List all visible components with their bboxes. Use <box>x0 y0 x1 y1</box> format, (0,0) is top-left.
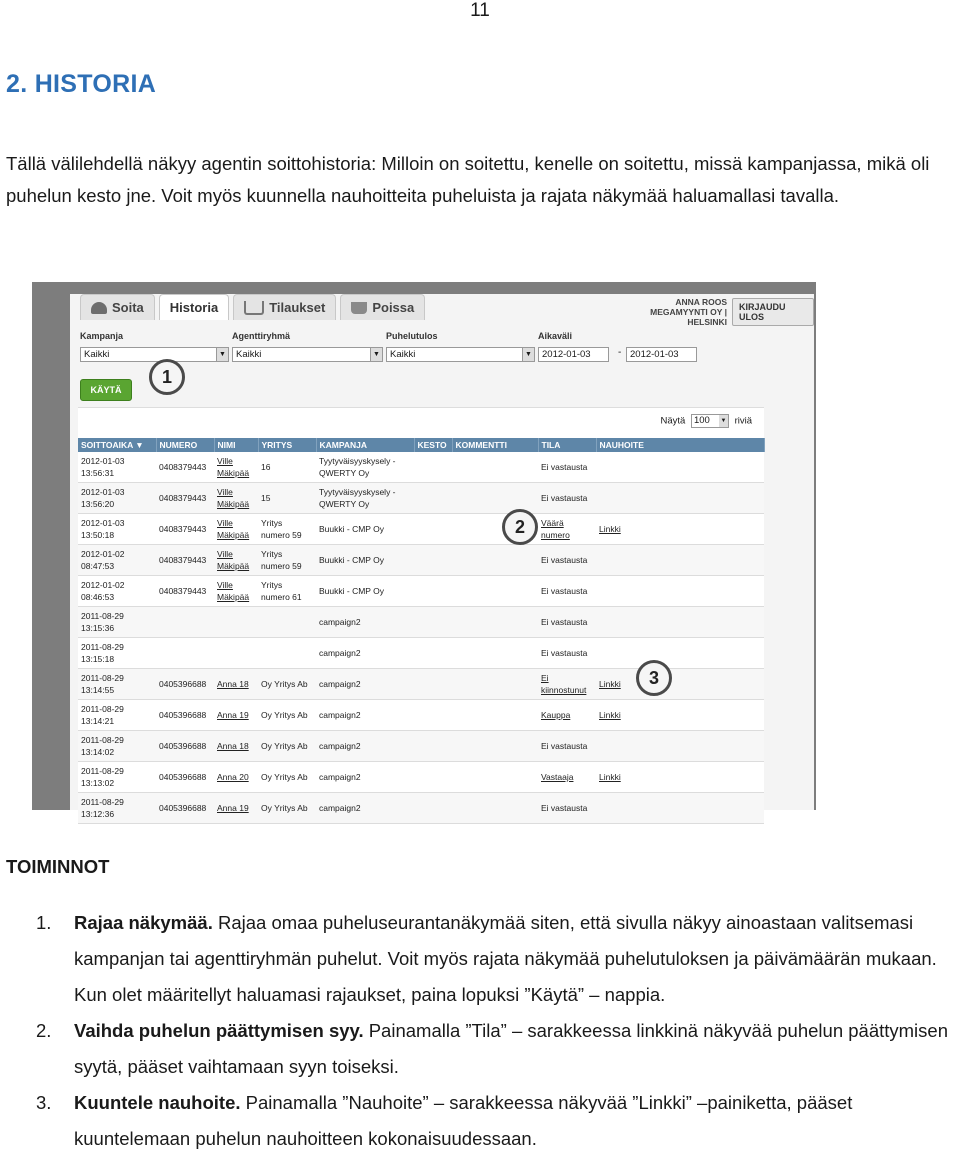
column-header[interactable]: NUMERO <box>156 438 214 452</box>
table-cell: Tyytyväisyyskysely - QWERTY Oy <box>316 483 414 514</box>
table-row <box>78 607 764 638</box>
table-cell[interactable]: Anna 19 <box>214 700 258 731</box>
date-separator: - <box>618 347 622 358</box>
table-cell: campaign2 <box>316 669 414 700</box>
chevron-down-icon: ▼ <box>719 415 728 427</box>
tab-label: Tilaukset <box>269 300 326 315</box>
column-header[interactable]: KOMMENTTI <box>452 438 538 452</box>
table-cell <box>452 793 538 824</box>
rows-suffix: riviä <box>734 415 752 427</box>
page-number: 11 <box>470 0 490 21</box>
table-cell: 2012-01-02 08:46:53 <box>78 576 156 607</box>
campaign-select[interactable] <box>80 347 229 362</box>
table-cell <box>414 669 452 700</box>
time-label: Aikaväli <box>538 331 573 341</box>
table-cell: campaign2 <box>316 700 414 731</box>
table-cell: 2011-08-29 13:15:36 <box>78 607 156 638</box>
table-cell[interactable]: Ville Mäkipää <box>214 576 258 607</box>
table-cell <box>596 483 764 514</box>
list-title: Rajaa näkymää. <box>74 912 213 933</box>
table-cell <box>258 638 316 669</box>
list-body: Painamalla ”Tila” – sarakkeessa linkkinä näkyvää puhelun päättymisen syytä, pääset vaihtamaan syyn toiseksi. <box>74 1020 948 1077</box>
table-cell: Yritys numero 61 <box>258 576 316 607</box>
table-cell <box>414 483 452 514</box>
table-cell <box>414 576 452 607</box>
table-cell[interactable]: Linkki <box>596 669 764 700</box>
table-cell: 16 <box>258 452 316 483</box>
tab-historia[interactable] <box>159 294 229 320</box>
table-cell: Buukki - CMP Oy <box>316 514 414 545</box>
rows-select[interactable] <box>691 414 729 428</box>
table-cell[interactable]: Linkki <box>596 700 764 731</box>
table-cell <box>214 607 258 638</box>
tab-label: Poissa <box>372 300 415 315</box>
table-cell: Ei vastausta <box>538 483 596 514</box>
table-cell[interactable]: Anna 18 <box>214 669 258 700</box>
table-cell[interactable]: Vastaaja <box>538 762 596 793</box>
table-cell <box>452 762 538 793</box>
table-cell: 2011-08-29 13:15:18 <box>78 638 156 669</box>
table-cell: campaign2 <box>316 762 414 793</box>
rows-value: 100 <box>693 415 710 426</box>
tab-poissa[interactable] <box>340 294 425 320</box>
table-cell <box>414 514 452 545</box>
table-cell: 0405396688 <box>156 731 214 762</box>
table-cell: Tyytyväisyyskysely - QWERTY Oy <box>316 452 414 483</box>
chevron-down-icon: ▼ <box>216 348 228 361</box>
table-cell <box>258 607 316 638</box>
table-cell: Yritys numero 59 <box>258 545 316 576</box>
table-cell: 0405396688 <box>156 669 214 700</box>
table-cell <box>452 669 538 700</box>
table-cell <box>414 793 452 824</box>
list-body: Painamalla ”Nauhoite” – sarakkeessa näkyvää ”Linkki” –painiketta, pääset kuuntelemaan puhelun nauhoitteen kokonaisuudessaan. <box>74 1092 853 1149</box>
table-cell <box>414 607 452 638</box>
actions-title: TOIMINNOT <box>6 856 110 877</box>
table-cell: 2011-08-29 13:12:36 <box>78 793 156 824</box>
logout-button[interactable]: KIRJAUDU ULOS <box>732 298 814 326</box>
table-cell[interactable]: Ville Mäkipää <box>214 545 258 576</box>
table-cell[interactable]: Linkki <box>596 514 764 545</box>
table-cell: 0408379443 <box>156 452 214 483</box>
table-cell: Oy Yritys Ab <box>258 731 316 762</box>
table-cell: 2011-08-29 13:14:55 <box>78 669 156 700</box>
table-cell[interactable]: Linkki <box>596 762 764 793</box>
table-cell: Ei vastausta <box>538 607 596 638</box>
column-header[interactable]: TILA <box>538 438 596 452</box>
table-row <box>78 700 764 731</box>
result-select[interactable] <box>386 347 535 362</box>
actions-list <box>36 905 956 1157</box>
table-cell[interactable]: Ville Mäkipää <box>214 514 258 545</box>
table-cell <box>156 607 214 638</box>
result-label: Puhelutulos <box>386 331 438 341</box>
section-title: 2. HISTORIA <box>6 70 157 98</box>
column-header[interactable]: KAMPANJA <box>316 438 414 452</box>
list-body: Rajaa omaa puheluseurantanäkymää siten, että sivulla näkyy ainoastaan valitsemasi kampanjan tai agenttiryhmän puhelut. Voit myös rajata näkymää puhelutuloksen ja päivämäärän mukaan. Kun olet määritellyt haluamasi rajaukset, paina lopuksi ”Käytä” – nappia. <box>74 912 937 1005</box>
table-cell: campaign2 <box>316 793 414 824</box>
group-select[interactable] <box>232 347 383 362</box>
table-cell: Ei vastausta <box>538 576 596 607</box>
table-cell[interactable]: Anna 20 <box>214 762 258 793</box>
list-item <box>36 905 956 1013</box>
table-row <box>78 762 764 793</box>
list-number: 3. <box>36 1092 52 1113</box>
list-title: Vaihda puhelun päättymisen syy. <box>74 1020 364 1041</box>
table-cell <box>452 576 538 607</box>
table-cell[interactable]: Ville Mäkipää <box>214 452 258 483</box>
tab-label: Historia <box>169 300 219 315</box>
table-cell: Buukki - CMP Oy <box>316 576 414 607</box>
table-row <box>78 514 764 545</box>
list-number: 2. <box>36 1020 52 1041</box>
table-cell: Buukki - CMP Oy <box>316 545 414 576</box>
list-item <box>36 1013 956 1085</box>
coffee-icon <box>351 302 367 314</box>
table-body <box>78 452 764 824</box>
column-header[interactable]: KESTO <box>414 438 452 452</box>
chevron-down-icon: ▼ <box>522 348 534 361</box>
table-cell: Ei vastausta <box>538 545 596 576</box>
table-cell: 0405396688 <box>156 700 214 731</box>
intro-paragraph: Tällä välilehdellä näkyy agentin soittohistoria: Milloin on soitettu, kenelle on soitettu, missä kampanjassa, mikä oli puhelun kesto jne. Voit myös kuunnella nauhoitteita puheluista ja rajata näkymää haluamallasi tavalla. <box>6 153 930 206</box>
table-cell: 2011-08-29 13:14:02 <box>78 731 156 762</box>
user-company: MEGAMYYNTI OY | HELSINKI <box>650 307 727 327</box>
table-cell <box>596 793 764 824</box>
table-cell: 2012-01-03 13:50:18 <box>78 514 156 545</box>
table-cell <box>414 700 452 731</box>
table-cell: Ei vastausta <box>538 638 596 669</box>
table-cell: 0408379443 <box>156 576 214 607</box>
table-cell: 2011-08-29 13:13:02 <box>78 762 156 793</box>
table-cell: Oy Yritys Ab <box>258 700 316 731</box>
group-value: Kaikki <box>236 349 262 360</box>
table-cell <box>414 638 452 669</box>
history-table <box>78 438 765 824</box>
list-title: Kuuntele nauhoite. <box>74 1092 241 1113</box>
table-cell <box>156 638 214 669</box>
table-cell <box>596 607 764 638</box>
column-header[interactable]: YRITYS <box>258 438 316 452</box>
tab-label: Soita <box>112 300 144 315</box>
table-cell: Ei vastausta <box>538 452 596 483</box>
tab-bar <box>80 294 425 319</box>
table-cell[interactable]: Anna 19 <box>214 793 258 824</box>
history-table-panel <box>78 407 764 819</box>
table-cell <box>452 607 538 638</box>
table-row <box>78 483 764 514</box>
table-cell[interactable]: Väärä numero <box>538 514 596 545</box>
table-cell: Yritys numero 59 <box>258 514 316 545</box>
table-cell: 0405396688 <box>156 762 214 793</box>
table-cell <box>596 731 764 762</box>
table-cell <box>414 731 452 762</box>
table-cell: Ei vastausta <box>538 793 596 824</box>
rows-per-page <box>660 414 752 428</box>
cart-icon <box>244 301 264 315</box>
table-row <box>78 731 764 762</box>
tab-tilaukset[interactable] <box>233 294 336 320</box>
table-cell: campaign2 <box>316 638 414 669</box>
table-cell <box>452 452 538 483</box>
table-cell: 2012-01-02 08:47:53 <box>78 545 156 576</box>
table-cell <box>414 762 452 793</box>
phone-icon <box>91 302 107 314</box>
date-from-input[interactable]: 2012-01-03 <box>538 347 609 362</box>
campaign-value: Kaikki <box>84 349 110 360</box>
callout-badge-2: 2 <box>502 509 538 545</box>
table-cell: Oy Yritys Ab <box>258 793 316 824</box>
list-text <box>74 905 956 1013</box>
table-cell <box>596 545 764 576</box>
table-cell[interactable]: Ville Mäkipää <box>214 483 258 514</box>
table-cell: 0408379443 <box>156 514 214 545</box>
table-cell <box>214 638 258 669</box>
table-cell <box>452 700 538 731</box>
table-cell: 2011-08-29 13:14:21 <box>78 700 156 731</box>
list-text <box>74 1013 956 1085</box>
column-header[interactable]: SOITTOAIKA ▼ <box>78 438 156 452</box>
column-header[interactable]: NIMI <box>214 438 258 452</box>
table-row <box>78 793 764 824</box>
table-cell: campaign2 <box>316 731 414 762</box>
campaign-label: Kampanja <box>80 331 124 341</box>
table-cell <box>596 452 764 483</box>
table-cell <box>452 731 538 762</box>
table-cell: Ei vastausta <box>538 731 596 762</box>
list-item <box>36 1085 956 1157</box>
user-name: ANNA ROOS <box>675 297 727 307</box>
table-cell[interactable]: Anna 18 <box>214 731 258 762</box>
table-cell: Oy Yritys Ab <box>258 762 316 793</box>
rows-label: Näytä <box>660 415 686 427</box>
column-header[interactable]: NAUHOITE <box>596 438 764 452</box>
table-cell: 0408379443 <box>156 483 214 514</box>
table-cell: Oy Yritys Ab <box>258 669 316 700</box>
table-cell[interactable]: Kauppa <box>538 700 596 731</box>
result-value: Kaikki <box>390 349 416 360</box>
table-header <box>78 438 764 452</box>
history-screenshot <box>32 282 816 819</box>
date-to-input[interactable]: 2012-01-03 <box>626 347 697 362</box>
user-info <box>645 297 727 327</box>
apply-button[interactable]: KÄYTÄ <box>80 379 132 401</box>
group-label: Agenttiryhmä <box>232 331 291 341</box>
callout-badge-1: 1 <box>149 359 185 395</box>
table-cell <box>414 545 452 576</box>
list-text <box>74 1085 956 1157</box>
tab-soita[interactable] <box>80 294 155 320</box>
chevron-down-icon: ▼ <box>370 348 382 361</box>
table-cell: 0405396688 <box>156 793 214 824</box>
table-cell <box>596 576 764 607</box>
table-cell: 15 <box>258 483 316 514</box>
table-cell <box>414 452 452 483</box>
table-cell: 2012-01-03 13:56:31 <box>78 452 156 483</box>
callout-badge-3: 3 <box>636 660 672 696</box>
intro-text <box>6 148 961 212</box>
table-cell <box>596 638 764 669</box>
table-cell[interactable]: Ei kiinnostunut <box>538 669 596 700</box>
table-cell <box>452 638 538 669</box>
table-row <box>78 545 764 576</box>
table-row <box>78 576 764 607</box>
table-cell: 2012-01-03 13:56:20 <box>78 483 156 514</box>
table-cell: campaign2 <box>316 607 414 638</box>
list-number: 1. <box>36 912 52 933</box>
table-row <box>78 452 764 483</box>
table-cell <box>452 545 538 576</box>
table-cell: 0408379443 <box>156 545 214 576</box>
